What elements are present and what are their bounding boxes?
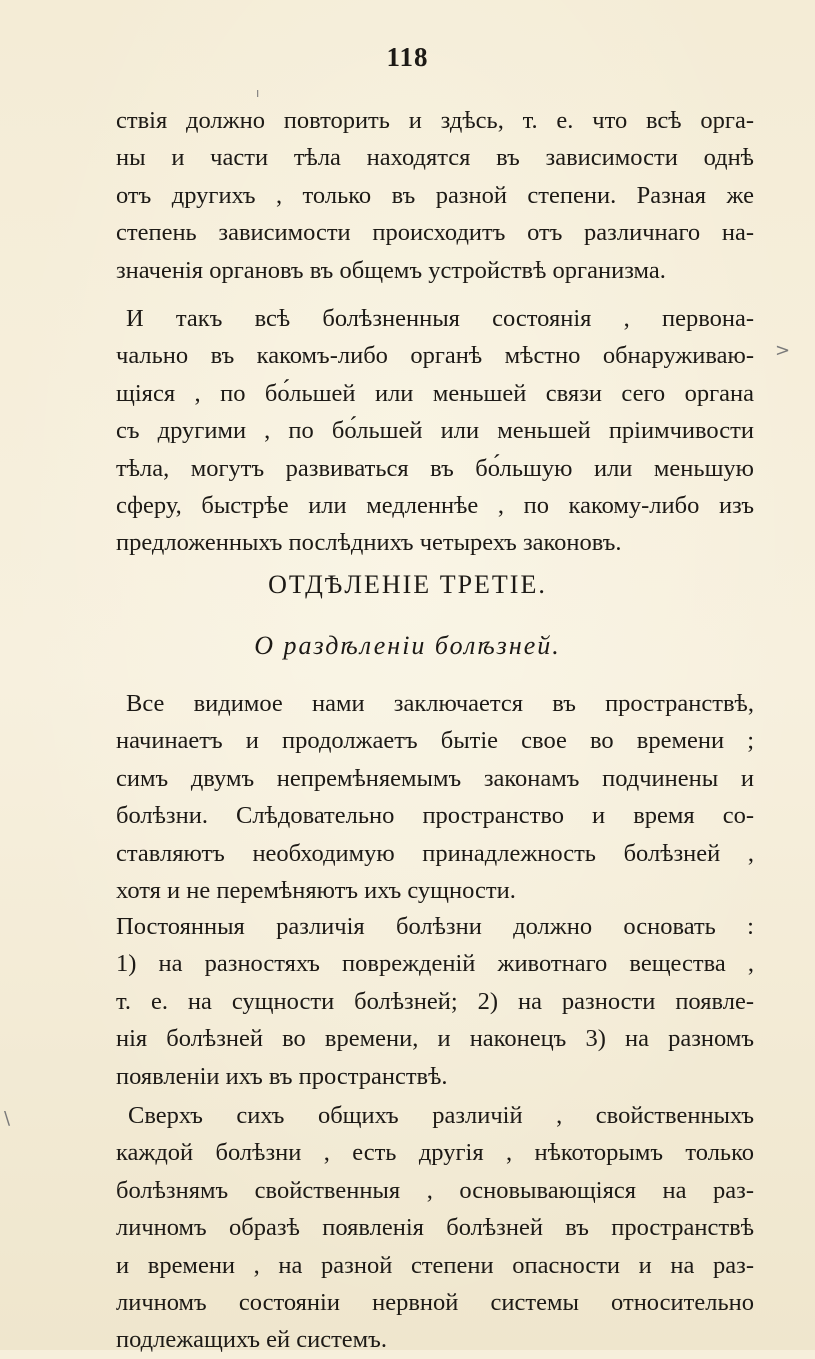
- text-line: болѣзнямъ свойственныя , основывающіяся на раз-: [116, 1176, 754, 1204]
- text-line: сферу, быстрѣе или медленнѣе , по какому-либо изъ: [116, 491, 754, 519]
- text-line: каждой болѣзни , есть другія , нѣкоторымъ только: [116, 1139, 754, 1167]
- text-line: начинаетъ и продолжаетъ бытіе свое во времени ;: [116, 727, 754, 755]
- paragraph-1: [116, 102, 754, 289]
- text-line: ствія должно повторить и здѣсь, т. е. что всѣ орга-: [116, 107, 754, 134]
- paragraph-5: [116, 1097, 754, 1359]
- section-title: ОТДѢЛЕНІЕ ТРЕТІЕ.: [268, 570, 547, 599]
- text-line: личномъ образѣ появленія болѣзней въ пространствѣ: [116, 1214, 754, 1242]
- text-line: появленіи ихъ въ пространствѣ.: [116, 1062, 448, 1090]
- text-line: подлежащихъ ей системъ.: [116, 1326, 387, 1354]
- paragraph-2: [116, 300, 754, 562]
- text-line: съ другими , по бо́льшей или меньшей пріимчивости: [116, 417, 754, 445]
- text-line: нія болѣзней во времени, и наконецъ 3) на разномъ: [116, 1025, 754, 1053]
- text-line: Постоянныя различія болѣзни должно основать :: [116, 913, 754, 940]
- text-line: 1) на разностяхъ поврежденій животнаго вещества ,: [116, 950, 754, 978]
- text-line: Сверхъ сихъ общихъ различій , свойственныхъ: [128, 1102, 754, 1129]
- text-line: и времени , на разной степени опасности и на раз-: [116, 1251, 754, 1279]
- text-line: щіяся , по бо́льшей или меньшей связи сего органа: [116, 379, 754, 407]
- margin-mark: >: [775, 340, 791, 361]
- text-line: ставляютъ необходимую принадлежность болѣзней ,: [116, 839, 754, 867]
- margin-mark: \: [4, 1108, 11, 1129]
- text-line: болѣзни. Слѣдовательно пространство и время со-: [116, 802, 754, 830]
- text-line: чально въ какомъ-либо органѣ мѣстно обнаруживаю-: [116, 342, 754, 370]
- section-subtitle: О раздѣленіи болѣзней.: [254, 631, 561, 660]
- page-number: 118: [386, 42, 429, 72]
- paragraph-4: [116, 908, 754, 1095]
- paragraph-3: [116, 685, 754, 909]
- text-line: ны и части тѣла находятся въ зависимости однѣ: [116, 144, 754, 172]
- text-line: И такъ всѣ болѣзненныя состоянія , первона-: [126, 305, 754, 332]
- text-line: Все видимое нами заключается въ пространствѣ,: [126, 690, 754, 717]
- text-line: т. е. на сущности болѣзней; 2) на разности появле-: [116, 987, 754, 1015]
- print-speck: ı: [256, 86, 260, 100]
- text-line: значенія органовъ въ общемъ устройствѣ организма.: [116, 256, 666, 284]
- text-line: тѣла, могутъ развиваться въ бо́льшую или меньшую: [116, 454, 754, 482]
- text-line: личномъ состояніи нервной системы относительно: [116, 1288, 754, 1316]
- text-line: отъ другихъ , только въ разной степени. Разная же: [116, 181, 754, 209]
- text-line: степень зависимости происходитъ отъ различнаго на-: [116, 219, 754, 247]
- text-line: симъ двумъ непремѣняемымъ законамъ подчинены и: [116, 764, 754, 792]
- text-line: хотя и не перемѣняютъ ихъ сущности.: [116, 876, 516, 904]
- text-line: предложенныхъ послѣднихъ четырехъ законовъ.: [116, 529, 622, 557]
